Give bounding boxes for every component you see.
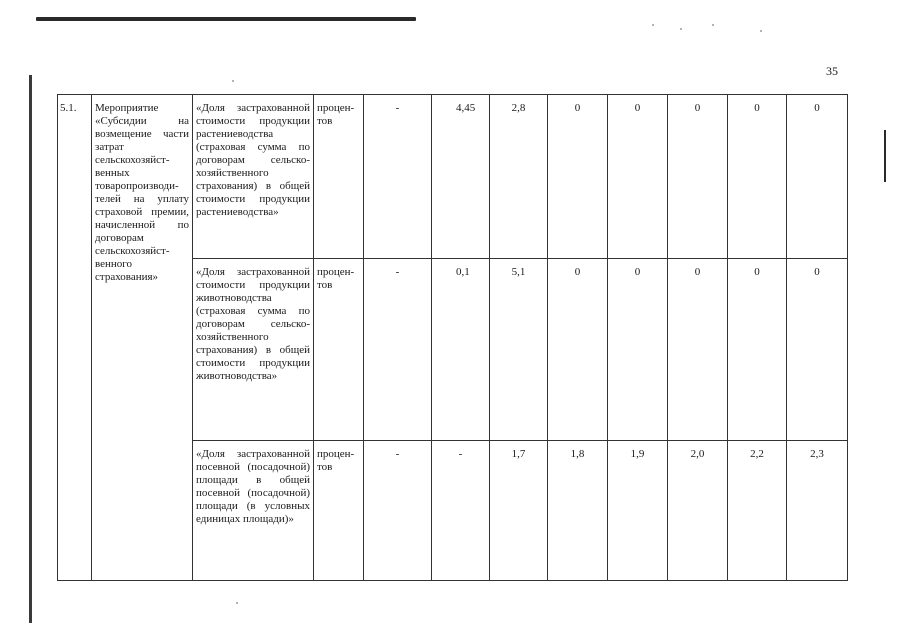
unit-cell: процен-тов	[314, 441, 364, 581]
scan-speck	[760, 30, 762, 32]
value-cell: 2,8	[490, 95, 548, 259]
value-cell: -	[432, 441, 490, 581]
value-cell: 0	[787, 259, 848, 441]
value-cell: 0	[548, 259, 608, 441]
value-cell: 0	[728, 95, 787, 259]
value-cell: 1,7	[490, 441, 548, 581]
value-cell: 0,1	[432, 259, 490, 441]
value-cell: 0	[668, 259, 728, 441]
value-cell: 0	[787, 95, 848, 259]
value-cell: 2,3	[787, 441, 848, 581]
scan-mark-right	[884, 130, 886, 182]
value-cell: 0	[728, 259, 787, 441]
table-row	[58, 95, 848, 259]
value-cell: 4,45	[432, 95, 490, 259]
scan-speck	[712, 24, 714, 26]
event-name-cell: Мероприятие «Субсидии на возмещение части затрат сельскохозяйст-венных товаропроизводи-телей на уплату страховой премии, начисленной по договорам сельскохозяйст-венного страхования»	[92, 95, 193, 581]
value-cell: 2,2	[728, 441, 787, 581]
value-cell: 0	[608, 95, 668, 259]
row-number-cell: 5.1.	[58, 95, 92, 581]
indicators-table	[57, 94, 848, 581]
scan-edge-left	[29, 75, 32, 623]
scan-speck	[652, 24, 654, 26]
scan-speck	[232, 80, 234, 82]
value-cell: 0	[608, 259, 668, 441]
value-cell: 5,1	[490, 259, 548, 441]
indicator-name-cell: «Доля застрахованной стоимости продукции животноводства (страховая сумма по договорам сельско-хозяйственного страхования) в общей стоимости продукции животноводства»	[193, 259, 314, 441]
page-number: 35	[826, 64, 838, 78]
value-cell: -	[364, 259, 432, 441]
unit-cell: процен-тов	[314, 259, 364, 441]
value-cell: 0	[668, 95, 728, 259]
value-cell: -	[364, 441, 432, 581]
value-cell: 1,9	[608, 441, 668, 581]
value-cell: 2,0	[668, 441, 728, 581]
value-cell: 1,8	[548, 441, 608, 581]
indicator-name-cell: «Доля застрахованной посевной (посадочной) площади в общей посевной (посадочной) площади (в условных единицах площади)»	[193, 441, 314, 581]
indicator-name-cell: «Доля застрахованной стоимости продукции растениеводства (страховая сумма по договорам сельско-хозяйственного страхования) в общей стоимости продукции растениеводства»	[193, 95, 314, 259]
value-cell: -	[364, 95, 432, 259]
scan-speck	[236, 602, 238, 604]
unit-cell: процен-тов	[314, 95, 364, 259]
value-cell: 0	[548, 95, 608, 259]
top-rule	[36, 17, 416, 21]
scan-speck	[680, 28, 682, 30]
